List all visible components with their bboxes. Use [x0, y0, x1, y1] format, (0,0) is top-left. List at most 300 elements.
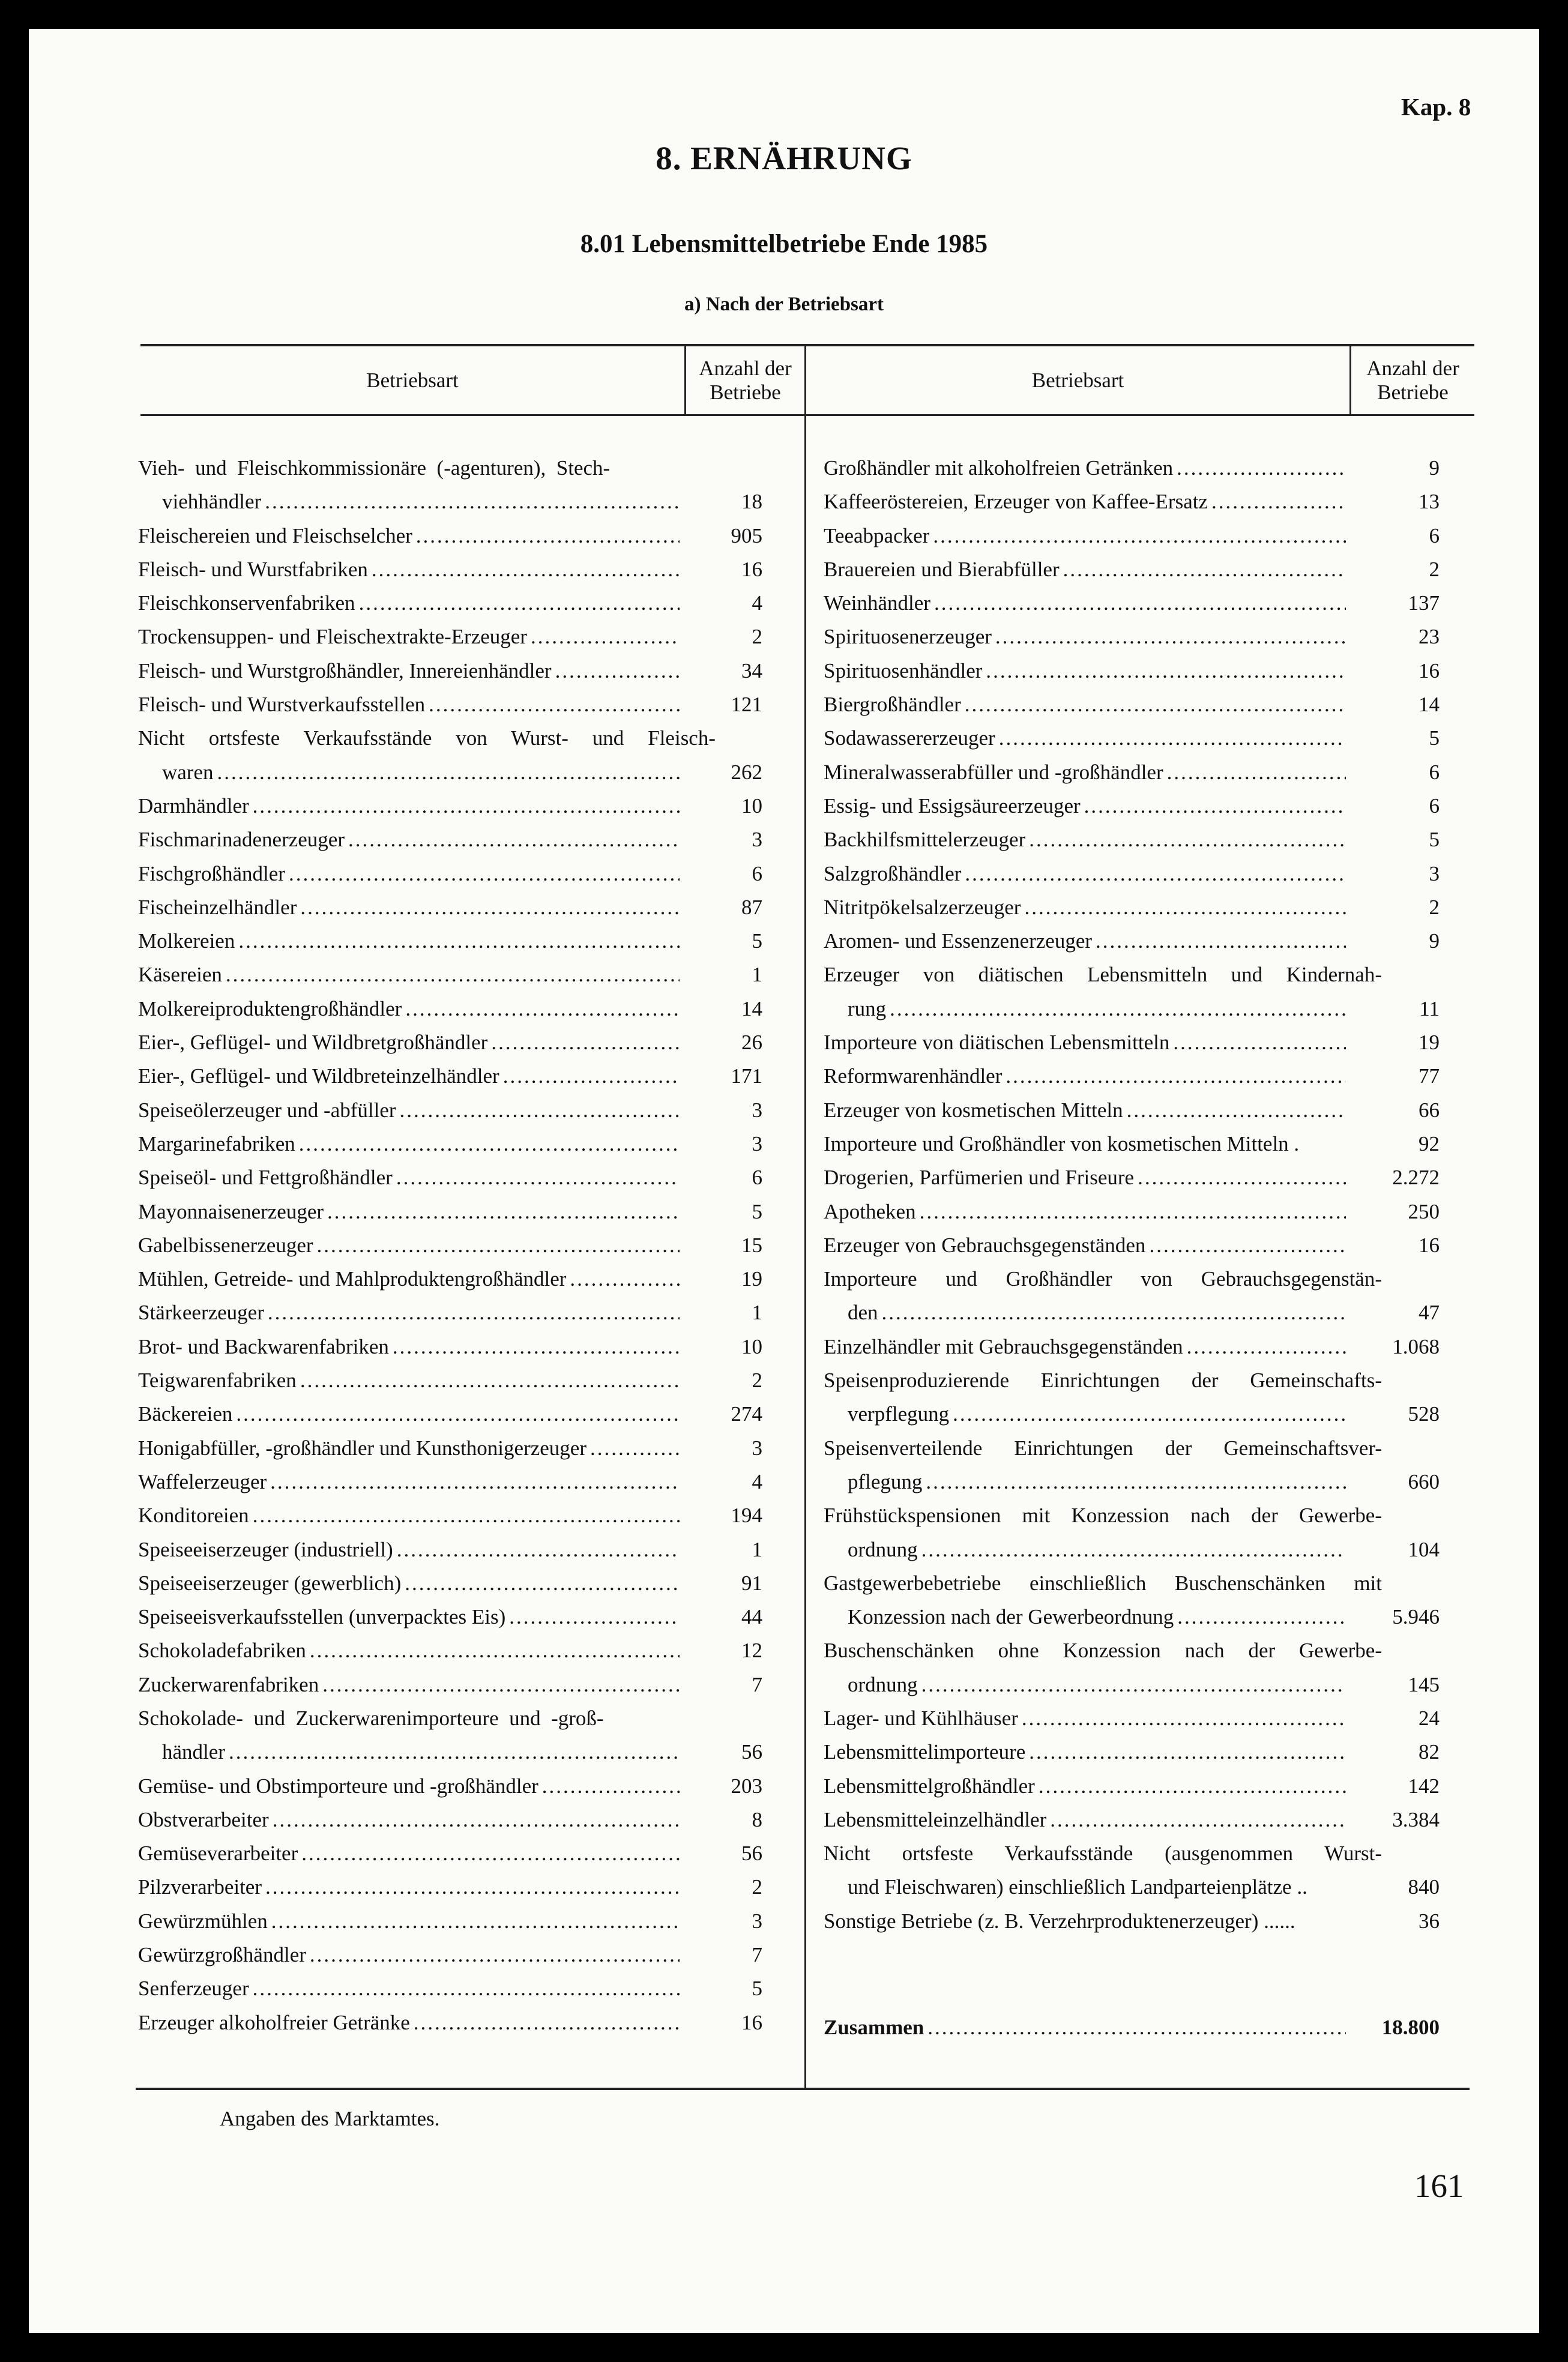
row-label-wrap — [824, 1229, 1346, 1262]
row-label-wrap — [138, 722, 716, 755]
row-value: 137 — [1408, 591, 1440, 615]
row-label: Importeure von diätischen Lebensmitteln — [824, 1031, 1170, 1055]
row-label: Lager- und Kühlhäuser — [824, 1706, 1018, 1730]
row-label-wrap — [138, 620, 680, 654]
header-anzahl-line2: Betriebe — [710, 380, 781, 404]
row-value: 11 — [1419, 996, 1440, 1020]
row-value: 44 — [741, 1605, 762, 1629]
table-row — [138, 1432, 762, 1465]
chapter-marker: Kap. 8 — [1401, 93, 1471, 121]
row-value: 13 — [1419, 490, 1440, 514]
row-label-wrap — [824, 1702, 1346, 1735]
table-row — [824, 1432, 1440, 1465]
table-row — [138, 620, 762, 654]
row-label: ordnung — [848, 1672, 918, 1696]
table-row — [138, 1094, 762, 1127]
row-value: 203 — [731, 1774, 762, 1798]
table-bottom-rule — [136, 2088, 1470, 2090]
row-label-wrap — [138, 823, 680, 857]
row-value: 19 — [1419, 1031, 1440, 1055]
row-label: Trockensuppen- und Fleischextrakte-Erzeuger — [138, 625, 527, 649]
row-label-wrap — [138, 1770, 680, 1803]
row-label: Obstverarbeiter — [138, 1807, 269, 1831]
leader-dots — [393, 1330, 680, 1364]
row-label-wrap — [138, 1161, 680, 1195]
row-label-wrap — [138, 2006, 680, 2040]
leader-dots — [253, 1972, 680, 2005]
leader-dots — [1177, 451, 1346, 485]
row-label: Großhändler mit alkoholfreien Getränken — [824, 456, 1174, 480]
row-label-wrap — [824, 1499, 1382, 1532]
row-value: 6 — [752, 1166, 762, 1190]
table-row — [824, 1397, 1440, 1431]
table-row — [824, 1905, 1440, 1938]
row-label-wrap — [138, 1059, 680, 1093]
header-betriebsart-right — [806, 346, 1349, 414]
table-row — [824, 1567, 1440, 1600]
row-label-wrap — [848, 1533, 1346, 1567]
row-label-wrap — [138, 1499, 680, 1532]
row-label: Speiseöl- und Fettgroßhändler — [138, 1166, 393, 1190]
row-label: Salzgroßhändler — [824, 861, 962, 885]
table-row — [824, 1634, 1440, 1668]
row-value: 1 — [752, 1301, 762, 1325]
row-value: 142 — [1408, 1774, 1440, 1798]
row-value: 4 — [752, 591, 762, 615]
row-value: 3 — [752, 1909, 762, 1933]
row-label: Mayonnaisenerzeuger — [138, 1199, 324, 1223]
row-value: 528 — [1408, 1402, 1440, 1426]
leader-dots — [920, 1195, 1346, 1229]
row-label: Zuckerwarenfabriken — [138, 1672, 319, 1696]
table-row — [138, 992, 762, 1026]
table-row — [138, 1161, 762, 1195]
table-row — [138, 1870, 762, 1904]
row-label: Schokoladefabriken — [138, 1639, 306, 1663]
leader-dots — [265, 485, 680, 519]
leader-dots — [921, 1668, 1346, 1702]
table-row — [824, 1229, 1440, 1262]
table-row — [824, 958, 1440, 992]
leader-dots — [429, 688, 680, 722]
row-label: Fleischkonservenfabriken — [138, 591, 355, 615]
row-label: Waffelerzeuger — [138, 1469, 267, 1493]
leader-dots — [217, 756, 680, 789]
total-value: 18.800 — [1381, 2016, 1440, 2039]
header-bottom-rule — [140, 414, 1474, 416]
row-label: Fischeinzelhändler — [138, 895, 297, 919]
leader-dots — [509, 1600, 680, 1634]
row-value: 660 — [1408, 1469, 1440, 1493]
row-label-wrap — [824, 1634, 1382, 1668]
leader-dots — [1096, 924, 1346, 958]
table-row — [138, 1229, 762, 1262]
table-row — [138, 1262, 762, 1296]
row-label-wrap — [138, 1330, 680, 1364]
left-column — [138, 451, 762, 2040]
row-label: Gemüse- und Obstimporteure und -großhändler — [138, 1774, 538, 1798]
row-label: Pilzverarbeiter — [138, 1875, 262, 1899]
row-label-wrap — [824, 1735, 1346, 1769]
row-label-wrap — [138, 1567, 680, 1600]
leader-dots — [1127, 1094, 1346, 1127]
row-label: Fischgroßhändler — [138, 861, 285, 885]
header-anzahl-line1: Anzahl der — [1366, 356, 1459, 380]
row-value: 3 — [752, 1098, 762, 1122]
row-label: Fleisch- und Wurstfabriken — [138, 557, 368, 581]
row-label-wrap — [162, 485, 680, 519]
row-label: pflegung — [848, 1469, 923, 1493]
row-label-wrap — [824, 1364, 1382, 1397]
table-row — [138, 485, 762, 519]
row-label: Gabelbissenerzeuger — [138, 1233, 313, 1257]
header-anzahl-left — [686, 346, 804, 414]
row-label: Honigabfüller, -großhändler und Kunsthonigerzeuger — [138, 1436, 586, 1460]
leader-dots — [265, 1870, 680, 1904]
row-label-wrap — [824, 756, 1346, 789]
row-label: Kaffeeröstereien, Erzeuger von Kaffee-Ersatz — [824, 490, 1208, 514]
table-row — [824, 1499, 1440, 1532]
row-label-wrap — [138, 1668, 680, 1702]
row-value: 56 — [741, 1740, 762, 1764]
row-value: 7 — [752, 1672, 762, 1696]
row-label-wrap — [824, 924, 1346, 958]
leader-dots — [301, 1837, 680, 1870]
row-value: 92 — [1419, 1131, 1440, 1155]
row-value: 262 — [731, 760, 762, 784]
row-label: Gemüseverarbeiter — [138, 1842, 298, 1866]
row-value: 5 — [752, 1199, 762, 1223]
row-label-wrap — [824, 451, 1346, 485]
leader-dots — [300, 891, 680, 924]
table-row — [824, 924, 1440, 958]
table-row — [824, 1262, 1440, 1296]
row-value: 2 — [1429, 557, 1440, 581]
row-label-wrap — [138, 451, 716, 485]
row-label-wrap — [848, 992, 1346, 1026]
row-label: viehhändler — [162, 490, 262, 514]
row-value: 5 — [1429, 828, 1440, 852]
row-value: 6 — [1429, 523, 1440, 547]
leader-dots — [921, 1533, 1346, 1567]
row-value: 1 — [752, 963, 762, 987]
table-row — [824, 857, 1440, 891]
row-label: Speiseeiserzeuger (gewerblich) — [138, 1571, 402, 1595]
row-label-wrap — [138, 1465, 680, 1499]
table-row — [138, 1905, 762, 1938]
leader-dots — [999, 722, 1346, 755]
row-label-wrap — [138, 958, 680, 992]
table-row — [138, 1330, 762, 1364]
table-row — [138, 1668, 762, 1702]
table-row — [138, 1938, 762, 1972]
row-value: 26 — [741, 1031, 762, 1055]
table-row — [824, 1161, 1440, 1195]
table-row — [138, 958, 762, 992]
row-label: Teeabpacker — [824, 523, 930, 547]
header-anzahl-right — [1351, 346, 1474, 414]
table-row — [138, 1634, 762, 1668]
leader-dots — [226, 958, 680, 992]
row-label: Fleischereien und Fleischselcher — [138, 523, 412, 547]
row-label: Schokolade- und Zuckerwarenimporteure und -groß- — [138, 1706, 604, 1730]
row-label-wrap — [824, 519, 1346, 553]
table-row — [138, 519, 762, 553]
row-value: 87 — [741, 895, 762, 919]
row-label: Brot- und Backwarenfabriken — [138, 1334, 389, 1358]
row-value: 9 — [1429, 929, 1440, 953]
row-label: waren — [162, 760, 214, 784]
leader-dots — [396, 1161, 680, 1195]
table-row — [824, 654, 1440, 688]
row-label-wrap — [824, 1567, 1382, 1600]
row-value: 16 — [1419, 1233, 1440, 1257]
row-label-wrap — [824, 654, 1346, 688]
row-value: 16 — [741, 2010, 762, 2034]
table-row — [824, 1127, 1440, 1161]
row-label: Einzelhändler mit Gebrauchsgegenständen — [824, 1334, 1183, 1358]
table-row — [138, 1533, 762, 1567]
row-label-wrap — [138, 1702, 716, 1735]
row-label: Nicht ortsfeste Verkaufsstände von Wurst- und Fleisch- — [138, 726, 716, 750]
row-label: händler — [162, 1740, 225, 1764]
table-row — [824, 789, 1440, 823]
row-value: 18 — [741, 490, 762, 514]
row-label: und Fleischwaren) einschließlich Landparteienplätze .. — [848, 1875, 1307, 1899]
leader-dots — [299, 1127, 680, 1161]
row-label-wrap — [138, 1972, 680, 2005]
row-label-wrap — [824, 891, 1346, 924]
leader-dots — [229, 1735, 680, 1769]
leader-dots — [882, 1296, 1346, 1330]
row-label: Frühstückspensionen mit Konzession nach der Gewerbe- — [824, 1504, 1382, 1528]
header-betriebsart-left — [140, 346, 684, 414]
table-row — [824, 451, 1440, 485]
leader-dots — [491, 1026, 680, 1059]
row-label: Speiseölerzeuger und -abfüller — [138, 1098, 396, 1122]
leader-dots — [926, 1465, 1346, 1499]
leader-dots — [590, 1432, 680, 1465]
table-row — [138, 1972, 762, 2005]
row-value: 8 — [752, 1807, 762, 1831]
row-value: 5 — [1429, 726, 1440, 750]
row-label: Mineralwasserabfüller und -großhändler — [824, 760, 1163, 784]
row-label-wrap — [824, 857, 1346, 891]
row-value: 16 — [1419, 658, 1440, 682]
row-label-wrap — [824, 1059, 1346, 1093]
row-label: Importeure und Großhändler von Gebrauchsgegenstän- — [824, 1267, 1382, 1291]
row-label: Apotheken — [824, 1199, 916, 1223]
row-label-wrap — [138, 1803, 680, 1837]
row-label-wrap — [824, 620, 1346, 654]
table-row — [824, 1195, 1440, 1229]
row-label-wrap — [138, 654, 680, 688]
table-row — [824, 1059, 1440, 1093]
row-label: Speisenverteilende Einrichtungen der Gemeinschaftsver- — [824, 1436, 1382, 1460]
leader-dots — [953, 1397, 1346, 1431]
row-label: Lebensmittelgroßhändler — [824, 1774, 1035, 1798]
row-value: 14 — [741, 996, 762, 1020]
row-label-wrap — [138, 1870, 680, 1904]
row-value: 3.384 — [1392, 1807, 1440, 1831]
row-label-wrap — [824, 958, 1382, 992]
row-label: Margarinefabriken — [138, 1131, 295, 1155]
row-label: Fleisch- und Wurstgroßhändler, Innereienhändler — [138, 658, 552, 682]
row-label: Nicht ortsfeste Verkaufsstände (ausgenommen Wurst- — [824, 1842, 1382, 1866]
row-label-wrap — [138, 1634, 680, 1668]
row-label: verpflegung — [848, 1402, 950, 1426]
row-label: Gewürzgroßhändler — [138, 1943, 306, 1967]
table-row — [824, 1837, 1440, 1870]
row-label-wrap — [138, 1229, 680, 1262]
table-row — [138, 1364, 762, 1397]
row-value: 4 — [752, 1469, 762, 1493]
table-row — [138, 553, 762, 586]
row-label-wrap — [138, 1094, 680, 1127]
leader-dots — [927, 2011, 1346, 2044]
table-row — [824, 891, 1440, 924]
row-value: 91 — [741, 1571, 762, 1595]
row-label-wrap — [138, 789, 680, 823]
leader-dots — [890, 992, 1346, 1026]
leader-dots — [1024, 891, 1346, 924]
row-label: Gewürzmühlen — [138, 1909, 268, 1933]
table-row — [138, 857, 762, 891]
row-label-wrap — [138, 891, 680, 924]
table-row — [138, 1567, 762, 1600]
row-value: 121 — [731, 693, 762, 717]
leader-dots — [270, 1465, 680, 1499]
table-row — [138, 586, 762, 620]
leader-dots — [1173, 1026, 1346, 1059]
leader-dots — [238, 924, 680, 958]
row-label-wrap — [824, 1837, 1382, 1870]
row-label: Speiseeiserzeuger (industriell) — [138, 1537, 393, 1561]
row-label-wrap — [138, 688, 680, 722]
row-label-wrap — [162, 756, 680, 789]
leader-dots — [1029, 823, 1346, 857]
leader-dots — [372, 553, 680, 586]
row-label: Speiseeisverkaufsstellen (unverpacktes Eis) — [138, 1605, 506, 1629]
table-row — [138, 1465, 762, 1499]
row-value: 194 — [731, 1504, 762, 1528]
leader-dots — [570, 1262, 680, 1296]
leader-dots — [1211, 485, 1346, 519]
row-value: 2 — [752, 1875, 762, 1899]
row-label: den — [848, 1301, 878, 1325]
leader-dots — [359, 586, 680, 620]
row-label: Buschenschänken ohne Konzession nach der Gewerbe- — [824, 1639, 1382, 1663]
table-row — [138, 1296, 762, 1330]
row-label-wrap — [824, 823, 1346, 857]
table-row — [138, 1026, 762, 1059]
row-value: 10 — [741, 794, 762, 818]
leader-dots — [405, 1567, 680, 1600]
table-row — [138, 789, 762, 823]
header-anzahl-line2: Betriebe — [1377, 380, 1449, 404]
row-label-wrap — [824, 1161, 1346, 1195]
leader-dots — [531, 620, 680, 654]
row-label: Vieh- und Fleischkommissionäre (-agenturen), Stech- — [138, 456, 611, 480]
row-value: 840 — [1408, 1875, 1440, 1899]
row-value: 3 — [752, 828, 762, 852]
row-label: Nitritpökelsalzerzeuger — [824, 895, 1021, 919]
row-label-wrap — [824, 1905, 1346, 1938]
row-label-wrap — [138, 1262, 680, 1296]
row-label-wrap — [138, 553, 680, 586]
row-value: 2 — [752, 1369, 762, 1393]
leader-dots — [397, 1533, 680, 1567]
row-value: 56 — [741, 1842, 762, 1866]
row-value: 274 — [731, 1402, 762, 1426]
total-label: Zusammen — [824, 2016, 924, 2039]
row-label: Sodawassererzeuger — [824, 726, 995, 750]
row-label: Konditoreien — [138, 1504, 249, 1528]
table-row — [138, 2006, 762, 2040]
right-column — [824, 451, 1440, 1938]
row-label-wrap — [138, 924, 680, 958]
row-label-wrap — [824, 1026, 1346, 1059]
row-label: Lebensmitteleinzelhändler — [824, 1807, 1047, 1831]
row-label-wrap — [824, 722, 1346, 755]
table-row — [138, 1770, 762, 1803]
leader-dots — [1050, 1803, 1346, 1837]
row-value: 16 — [741, 557, 762, 581]
row-value: 5 — [752, 929, 762, 953]
leader-dots — [933, 519, 1346, 553]
total-label-wrap — [824, 2011, 1346, 2044]
leader-dots — [965, 857, 1346, 891]
row-label: Darmhändler — [138, 794, 249, 818]
table-row — [138, 1702, 762, 1735]
leader-dots — [310, 1634, 680, 1668]
leader-dots — [1084, 789, 1346, 823]
row-value: 5.946 — [1392, 1605, 1440, 1629]
total-row — [824, 2011, 1440, 2044]
leader-dots — [503, 1059, 680, 1093]
leader-dots — [986, 654, 1346, 688]
row-value: 34 — [741, 658, 762, 682]
table-row — [824, 1094, 1440, 1127]
leader-dots — [995, 620, 1346, 654]
table-row — [824, 1600, 1440, 1634]
row-label: Fleisch- und Wurstverkaufsstellen — [138, 693, 426, 717]
leader-dots — [300, 1364, 680, 1397]
row-value: 171 — [731, 1064, 762, 1088]
table-row — [824, 823, 1440, 857]
row-label: Erzeuger alkoholfreier Getränke — [138, 2010, 410, 2034]
table-row — [824, 1465, 1440, 1499]
table-row — [824, 586, 1440, 620]
table-row — [138, 1499, 762, 1532]
row-value: 12 — [741, 1639, 762, 1663]
row-label-wrap — [138, 1533, 680, 1567]
leader-dots — [1149, 1229, 1346, 1262]
leader-dots — [317, 1229, 680, 1262]
leader-dots — [416, 519, 680, 553]
row-label: Fischmarinadenerzeuger — [138, 828, 345, 852]
row-value: 10 — [741, 1334, 762, 1358]
row-label: Eier-, Geflügel- und Wildbretgroßhändler — [138, 1031, 488, 1055]
row-value: 6 — [1429, 794, 1440, 818]
table-row — [138, 1803, 762, 1837]
row-label: ordnung — [848, 1537, 918, 1561]
leader-dots — [348, 823, 680, 857]
row-label: Eier-, Geflügel- und Wildbreteinzelhändler — [138, 1064, 499, 1088]
row-label-wrap — [138, 992, 680, 1026]
row-label: Erzeuger von Gebrauchsgegenständen — [824, 1233, 1146, 1257]
chapter-title: 8. ERNÄHRUNG — [656, 140, 912, 176]
